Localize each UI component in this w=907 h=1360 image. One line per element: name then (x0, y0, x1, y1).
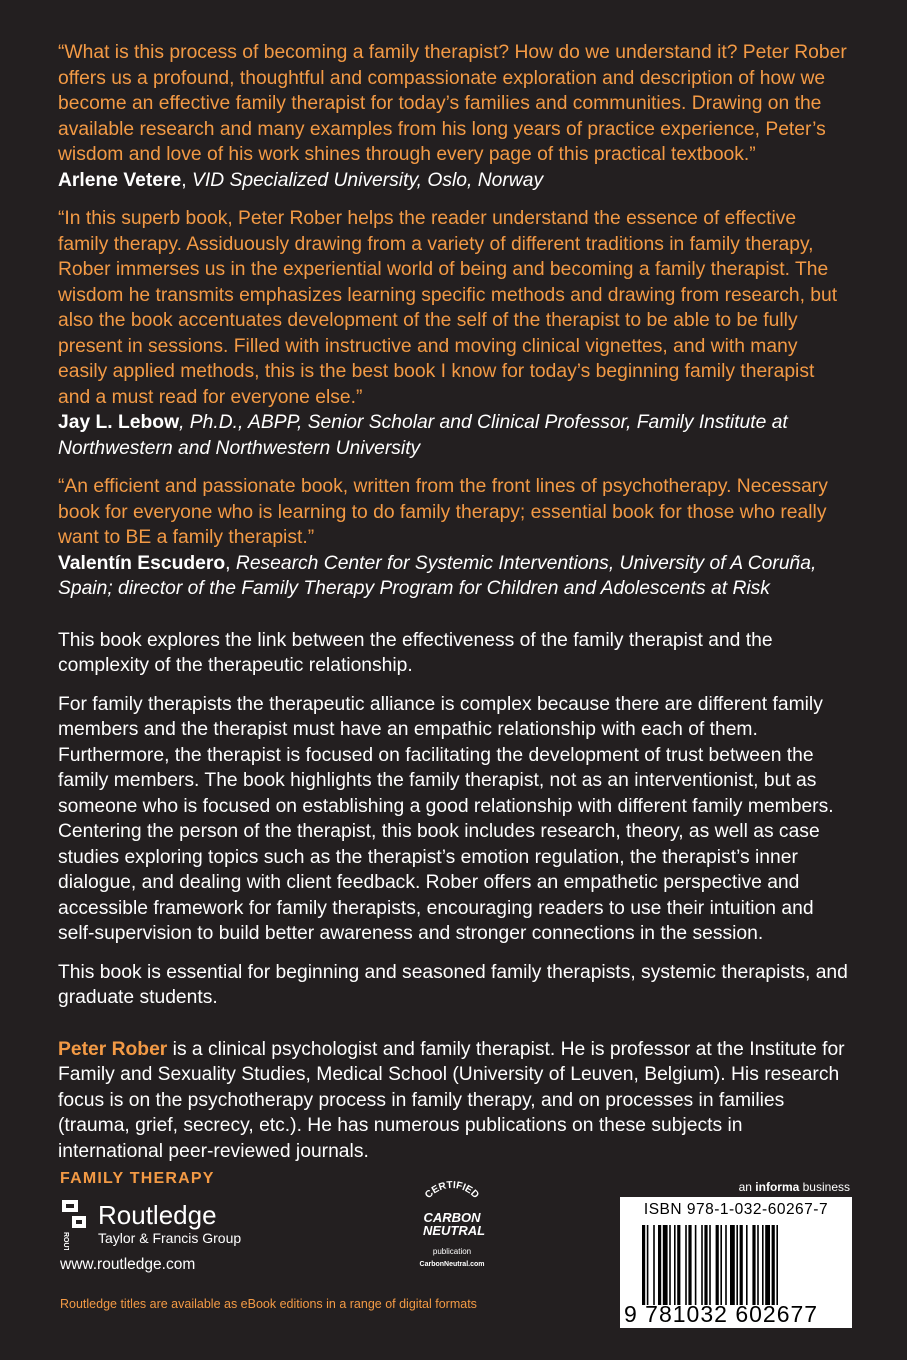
barcode-bar (701, 1225, 703, 1305)
review-quote: “In this superb book, Peter Rober helps the reader understand the essence of effective family therapy. Assiduously drawing from a variety of different traditions in family therapy, Rober immerses us in the experiential world of being and becoming a family therapist. The wisdom he transmits emphasizes learning specific methods and drawing from research, but also the book accentuates development of the self of the therapist to be able to be fully present in sessions. Filled with instructive and moving clinical vignettes, and with many easily applied methods, this is the best book I know for today’s beginning family therapist and a must read for everyone else.” (58, 208, 838, 408)
publisher-website: www.routledge.com (60, 1256, 196, 1273)
barcode-bar (642, 1225, 645, 1305)
barcode-bar (757, 1225, 759, 1305)
reviewer-affiliation: VID Specialized University, Oslo, Norway (191, 169, 544, 191)
publisher-group: Taylor & Francis Group (98, 1230, 242, 1246)
barcode-bar (647, 1225, 649, 1305)
author-bio-text: is a clinical psychologist and family therapist. He is professor at the Institute for Family and Sexuality Studies, Medical School (University of Leuven, Belgium). His research focus is on the psychotherapy process in family therapy, and on processes in families (trauma, grief, secrecy, etc.). He has numerous publications on these subjects in international peer-reviewed journals. (58, 1038, 845, 1162)
barcode-bar (663, 1225, 668, 1305)
barcode-bar (709, 1225, 711, 1305)
description-paragraph: This book is essential for beginning and seasoned family therapists, systemic therapists, and graduate students. (58, 961, 848, 1008)
barcode-bar (776, 1225, 778, 1305)
svg-text:CERTIFIED (423, 1180, 481, 1201)
barcode-bar (740, 1225, 743, 1305)
review-quote: “An efficient and passionate book, written from the front lines of psychotherapy. Necessary book for everyone who is learning to do family therapy; essential book for those who really want to BE a family therapist.” (58, 476, 828, 548)
barcode-bar (725, 1225, 727, 1305)
publisher-name: Routledge (98, 1200, 217, 1230)
barcode-bars (642, 1225, 842, 1305)
isbn-barcode (620, 1197, 852, 1328)
barcode-bar (688, 1225, 691, 1305)
barcode-bar (720, 1225, 722, 1305)
ebook-note: Routledge titles are available as eBook editions in a range of digital formats (60, 1297, 477, 1311)
barcode-bar (658, 1225, 661, 1305)
barcode-bar (704, 1225, 707, 1305)
reviewer-name: Valentín Escudero (58, 552, 226, 574)
isbn-number: ISBN 978-1-032-60267-7 (643, 1201, 829, 1218)
review-attribution: Arlene Vetere, VID Specialized University, Oslo, Norway (58, 169, 544, 191)
reviewer-name: Arlene Vetere (58, 169, 182, 191)
reviewer-credentials: , Ph.D., ABPP, (179, 412, 308, 433)
reviewer-name: Jay L. Lebow (58, 412, 180, 433)
carbon-url: CarbonNeutral.com (419, 1261, 485, 1268)
review-attribution: Valentín Escudero, Research Center for Systemic Interventions, University of A Coruña, Spain; director of the Family Therapy Program for Children and Adolescents at Risk (58, 552, 817, 599)
routledge-icon (58, 1198, 90, 1250)
informa-business: an informa business (738, 1180, 850, 1194)
barcode-bar (674, 1225, 676, 1305)
review-quote: “What is this process of becoming a family therapist? How do we understand it? Peter Rober offers us a profound, thoughtful and compassionate exploration and description of how we become an effective family therapist for today’s families and communities. Drawing on the available research and many examples from his long years of practice experience, Peter’s wisdom and love of his work shines through every page of this practical textbook.” (58, 42, 847, 165)
barcode-bar (677, 1225, 680, 1305)
carbon-top-text: CERTIFIED (423, 1179, 481, 1201)
barcode-bar (730, 1225, 735, 1305)
barcode-bar (772, 1225, 775, 1305)
barcode-bar (695, 1225, 697, 1305)
back-cover-text (58, 40, 848, 1177)
barcode-bar (685, 1225, 687, 1305)
barcode-digits: 9 781032 602677 (624, 1301, 819, 1327)
review-attribution (58, 410, 848, 461)
series-label: FAMILY THERAPY (60, 1170, 215, 1187)
barcode-bar (746, 1225, 748, 1305)
carbon-main-1: CARBON (423, 1210, 481, 1225)
barcode-bar (653, 1225, 655, 1305)
reviewer-affiliation: Research Center for Systemic Interventions, University of A Coruña, Spain; director of the Family Therapy Program for Children and Adolescents at Risk (58, 552, 817, 599)
barcode-bar (736, 1225, 738, 1305)
description-paragraph: For family therapists the therapeutic alliance is complex because there are different family members and the therapist must have an empathic relationship with each of them. Furthermore, the therapist is focused on facilitating the development of trust between the family members. The book highlights the family therapist, not as an interventionist, but as someone who is focused on establishing a good relationship with different family members. Centering the person of the therapist, this book includes research, theory, as well as case studies exploring topics such as the therapist’s emotion regulation, the therapist’s inner dialogue, and dealing with client feedback. Rober offers an empathetic perspective and accessible framework for family therapists, encouraging readers to use their intuition and self-supervision to build better awareness and stronger connections in the session. (58, 693, 834, 944)
barcode-bar (716, 1225, 719, 1305)
routledge-logo-text (62, 1232, 69, 1250)
barcode-bar (669, 1225, 671, 1305)
description-paragraph: This book explores the link between the effectiveness of the family therapist and the complexity of the therapeutic relationship. (58, 629, 773, 676)
publisher-logo (58, 1198, 241, 1250)
barcode-bar (752, 1225, 755, 1305)
author-name: Peter Rober (58, 1038, 168, 1060)
barcode-bar (765, 1225, 770, 1305)
barcode-bar (762, 1225, 764, 1305)
author-bio (58, 1037, 848, 1165)
carbon-sub: publication (432, 1247, 472, 1256)
carbon-main-2: NEUTRAL (422, 1223, 486, 1238)
reviewer-affiliation: Senior Scholar and Clinical Professor, Family Institute at Northwestern and Northwestern University (58, 412, 788, 459)
carbon-neutral-badge (404, 1178, 500, 1274)
